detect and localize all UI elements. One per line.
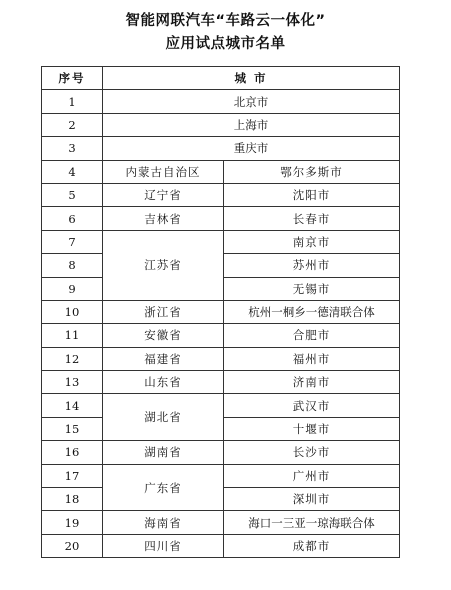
city-cell: 沈阳市 <box>224 183 400 206</box>
city-cell: 长春市 <box>224 207 400 230</box>
header-city: 城 市 <box>103 67 400 90</box>
table-row <box>42 230 400 253</box>
row-number: 1 <box>42 90 103 113</box>
province-cell: 山东省 <box>103 371 224 394</box>
city-cell: 广州市 <box>224 464 400 487</box>
province-cell: 湖南省 <box>103 441 224 464</box>
province-cell: 广东省 <box>103 464 224 511</box>
city-cell: 合肥市 <box>224 324 400 347</box>
province-cell: 江苏省 <box>103 230 224 300</box>
province-cell: 内蒙古自治区 <box>103 160 224 183</box>
document-title-line-1: 智能网联汽车“车路云一体化” <box>125 13 326 29</box>
city-cell: 北京市 <box>103 90 400 113</box>
row-number: 14 <box>42 394 103 417</box>
table-row <box>42 137 400 160</box>
city-cell: 杭州一桐乡一德清联合体 <box>224 300 400 323</box>
city-cell: 成都市 <box>224 534 400 557</box>
table-header-row <box>42 67 400 90</box>
row-number: 19 <box>42 511 103 534</box>
city-cell: 海口一三亚一琼海联合体 <box>224 511 400 534</box>
table-row <box>42 183 400 206</box>
city-cell: 南京市 <box>224 230 400 253</box>
city-cell: 重庆市 <box>103 137 400 160</box>
row-number: 2 <box>42 113 103 136</box>
row-number: 12 <box>42 347 103 370</box>
header-number: 序号 <box>42 67 103 90</box>
table-row <box>42 300 400 323</box>
table-row <box>42 90 400 113</box>
province-cell: 浙江省 <box>103 300 224 323</box>
city-cell: 苏州市 <box>224 254 400 277</box>
row-number: 15 <box>42 417 103 440</box>
province-cell: 湖北省 <box>103 394 224 441</box>
table-row <box>42 207 400 230</box>
row-number: 7 <box>42 230 103 253</box>
document-title-line-2: 应用试点城市名单 <box>165 36 286 52</box>
row-number: 6 <box>42 207 103 230</box>
province-cell: 福建省 <box>103 347 224 370</box>
row-number: 18 <box>42 488 103 511</box>
row-number: 13 <box>42 371 103 394</box>
table-row <box>42 534 400 557</box>
city-cell: 上海市 <box>103 113 400 136</box>
city-cell: 长沙市 <box>224 441 400 464</box>
table-row <box>42 394 400 417</box>
province-cell: 海南省 <box>103 511 224 534</box>
table-row <box>42 113 400 136</box>
city-cell: 十堰市 <box>224 417 400 440</box>
pilot-city-table <box>41 66 400 558</box>
row-number: 16 <box>42 441 103 464</box>
row-number: 5 <box>42 183 103 206</box>
table-row <box>42 371 400 394</box>
row-number: 11 <box>42 324 103 347</box>
row-number: 20 <box>42 534 103 557</box>
row-number: 4 <box>42 160 103 183</box>
province-cell: 吉林省 <box>103 207 224 230</box>
city-cell: 福州市 <box>224 347 400 370</box>
row-number: 10 <box>42 300 103 323</box>
city-cell: 鄂尔多斯市 <box>224 160 400 183</box>
city-cell: 济南市 <box>224 371 400 394</box>
province-cell: 安徽省 <box>103 324 224 347</box>
row-number: 3 <box>42 137 103 160</box>
row-number: 9 <box>42 277 103 300</box>
city-cell: 武汉市 <box>224 394 400 417</box>
province-cell: 辽宁省 <box>103 183 224 206</box>
table-row <box>42 464 400 487</box>
province-cell: 四川省 <box>103 534 224 557</box>
table-row <box>42 324 400 347</box>
city-cell: 深圳市 <box>224 488 400 511</box>
city-cell: 无锡市 <box>224 277 400 300</box>
table-row <box>42 441 400 464</box>
table-row <box>42 511 400 534</box>
row-number: 17 <box>42 464 103 487</box>
row-number: 8 <box>42 254 103 277</box>
table-row <box>42 347 400 370</box>
table-row <box>42 160 400 183</box>
